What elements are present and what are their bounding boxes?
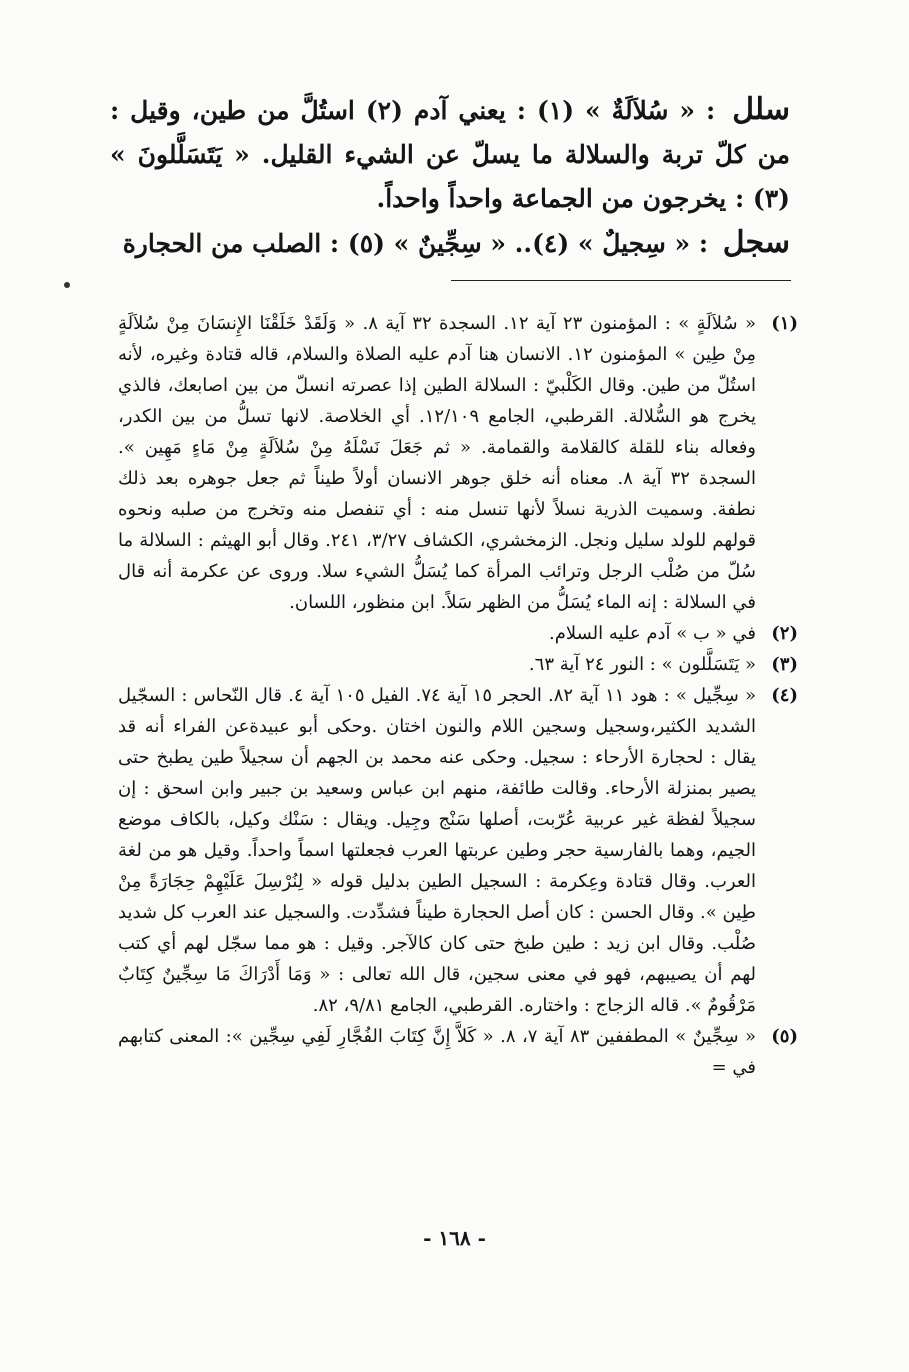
footnote-text: « سِجِّيل » : هود ١١ آية ٨٢. الحجر ١٥ آية ٧٤. الفيل ١٠٥ آية ٤. قال النّحاس : السجّيل الشديد الكثير،وسجيل وسجين اللام والنون اختان .وحكى أبو عبيدةعن الفراء أنه قد يقال : لحجارة الأرحاء : سجيل. وحكى عنه محمد بن الجهم أن سجيلاً طين يطبخ حتى يصير بمنزلة الأرحاء. وقالت طائفة، منهم ابن عباس وسعيد بن جبير وابن اسحق : إن سجيلاً لفظة غير عربية عُرّبت، أصلها سَنْج وجِيل. ويقال : سَنْك وكيل، بالكاف موضع الجيم، وهما بالفارسية حجر وطين عربتها العرب فجعلتها اسماً واحداً. وقيل هو من لغة العرب. وقال قتادة وعِكرمة : السجيل الطين بدليل قوله « لِنُرْسِلَ عَلَيْهِمْ حِجَارَةً مِنْ طِين ». وقال الحسن : كان أصل الحجارة طيناً فشدِّدت. والسجيل عند العرب كل شديد صُلْب. وقال ابن زيد : طين طبخ حتى كان كالآجر. وقيل : هو مما سجّل لهم أي كتب لهم أن يصيبهم، فهو في معنى سجين، قال الله تعالى : « وَمَا أَدْرَاكَ مَا سِجِّينٌ كِتَابٌ مَرْقُومٌ ». قاله الزجاج : واختاره. القرطبي، الجامع ٩/٨١، ٨٢. [118,685,756,1016]
footnotes [118,308,798,1083]
dictionary-entry [110,88,790,221]
page-number: - ١٦٨ - [423,1226,486,1250]
footnote-number: (٢) [771,623,798,644]
footnote [118,618,798,649]
footnote-text: « يَتَسَلَّلون » : النور ٢٤ آية ٦٣. [528,654,756,675]
footnote [118,680,798,1021]
footnote-number: (١) [771,313,798,334]
entry-headword: سلل [732,92,790,127]
entry-text: : « سِجيلٌ » (٤).. « سِجِّينٌ » (٥) : الصلب من الحجارة [122,229,709,258]
footnote-text: « سُلاَلَةٍ » : المؤمنون ٢٣ آية ١٢. السجدة ٣٢ آية ٨. « وَلَقَدْ خَلَقْنَا الإِنسَانَ مِنْ سُلاَلَةٍ مِنْ طِين » المؤمنون ١٢. الانسان هنا آدم عليه الصلاة والسلام، قاله قتادة وغيره، لأنه استُلّ من طين. وقال الكَلْبيّ : السلالة الطين إذا عصرته انسلّ من بين اصابعك، فالذي يخرج هو السُّلالة. القرطبي، الجامع ١٢/١٠٩. أي الخلاصة. لانها تسلُّ من بين الكدر، وفعاله بناء للقلة كالقلامة والقمامة. « ثم جَعَلَ نَسْلَهُ مِنْ سُلاَلَةٍ مِنْ مَاءٍ مَهِين ». السجدة ٣٢ آية ٨. معناه أنه خلق جوهر الانسان أولاً طيناً ثم جعل جوهره بعد ذلك نطفة. وسميت الذرية نسلاً لأنها تنسل منه : أي تنفصل منه وتخرج من صلبه ونحوه قولهم للولد سليل ونجل. الزمخشري، الكشاف ٣/٢٧، ٢٤١. وقال أبو الهيثم : السلالة ما سُلّ من صُلْب الرجل وترائب المرأة كما يُسَلُّ الشيء سلا. وروى عن عكرمة أنه قال في السلالة : إنه الماء يُسَلُّ من الظهر سَلاً. ابن منظور، اللسان. [118,313,757,613]
footnote [118,308,798,618]
dictionary-entries [110,88,790,266]
margin-mark [64,282,70,288]
footnote-text: « سِجِّينٌ » المطففين ٨٣ آية ٧، ٨. « كَلاَّ إِنَّ كِتَابَ الفُجَّارِ لَفِي سِجِّين »: المعنى كتابهم في = [118,1026,757,1078]
footnote-number: (٤) [771,685,798,706]
footnote-number: (٣) [771,654,798,675]
entry-headword: سجل [722,225,790,260]
entry-text: : « سُلاَلَةٌ » (١) : يعني آدم (٢) استُلَّ من طين، وقيل : من كلّ تربة والسلالة ما يسلّ عن الشيء القليل. « يَتَسَلَّلونَ » (٣) : يخرجون من الجماعة واحداً واحداً. [110,96,791,213]
footnote-text: في « ب » آدم عليه السلام. [549,623,756,644]
footnote [118,649,798,680]
dictionary-entry [110,221,790,266]
footnote-number: (٥) [771,1026,798,1047]
footnote-separator [451,280,791,281]
footnote [118,1021,798,1083]
